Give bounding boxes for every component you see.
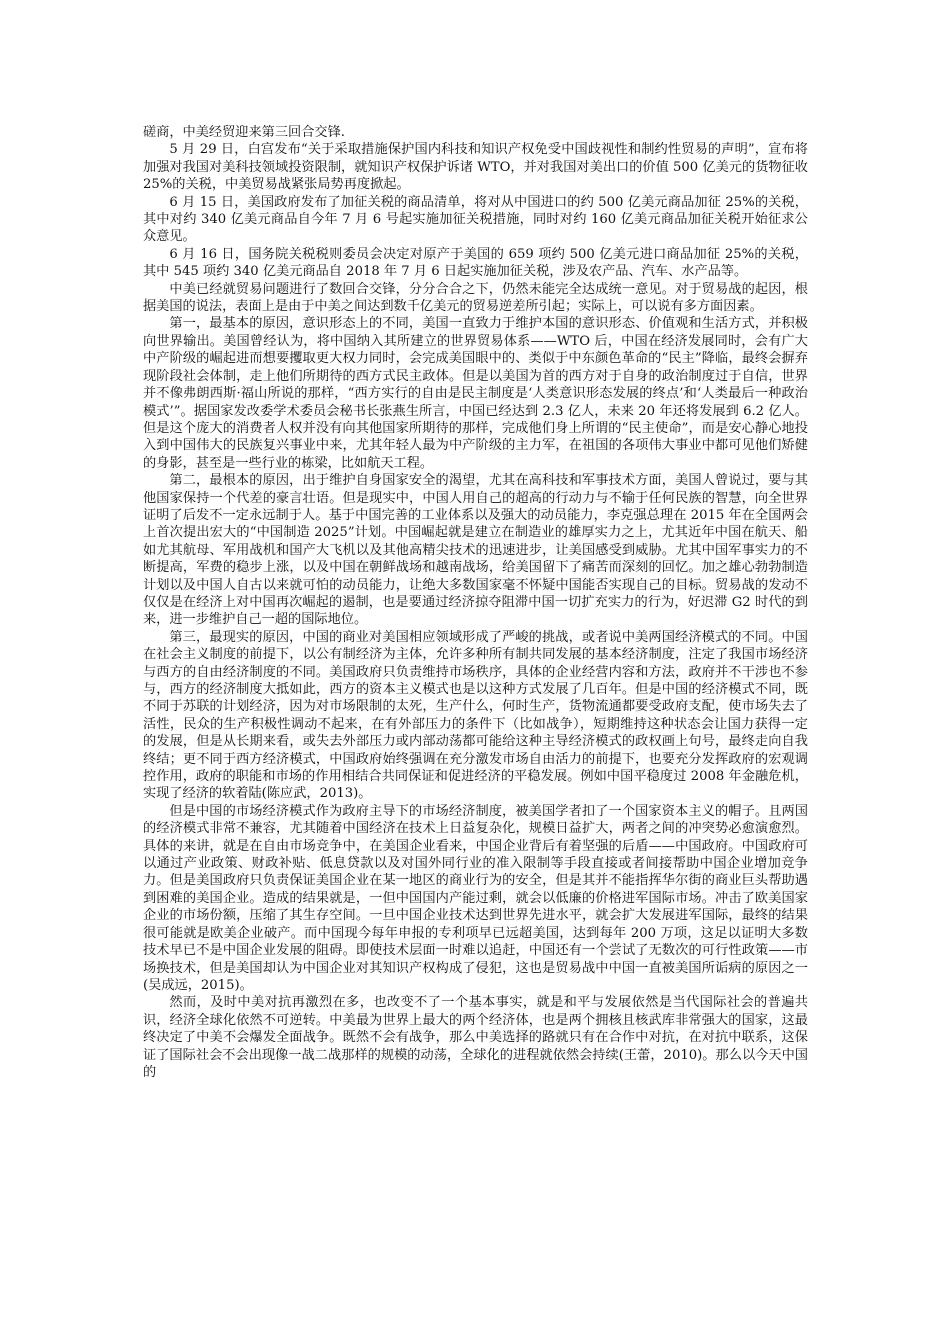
paragraph-june-16: 6 月 16 日，国务院关税税则委员会决定对原产于美国的 659 项约 500 亿美元进口商品加征 25%的关税，其中 545 项约 340 亿美元商品自 2018 年 7 月 6 日起实施加征关税，涉及农产品、汽车、水产品等。 [143,246,808,280]
paragraph-peace-development: 然而，及时中美对抗再激烈在多，也改变不了一个基本事实，就是和平与发展依然是当代国际社会的普遍共识，经济全球化依然不可逆转。中美最为世界上最大的两个经济体，也是两个拥核且核武库非常强大的国家，这最终决定了中美不会爆发全面战争。既然不会有战争，那么中美选择的路就只有在合作中对抗，在对抗中联系，这保证了国际社会不会出现像一战二战那样的规模的动荡，全球化的进程就依然会持续(王蕾，2010)。那么以今天中国的 [143,995,808,1080]
paragraph-second-reason: 第二，最根本的原因，出于维护自身国家安全的渴望，尤其在高科技和军事技术方面，美国人曾说过，要与其他国家保持一个代差的豪言壮语。但是现实中，中国人用自己的超高的行动力与不输于任何民族的智慧，向全世界证明了后发不一定永远制于人。基于中国完善的工业体系以及强大的动员能力，李克强总理在 2015 年在全国两会上首次提出宏大的“中国制造 2025”计划。中国崛起就是建立在制造业的雄厚实力之上，尤其近年中国在航天、船如尤其航母、军用战机和国产大飞机以及其他高精尖技术的迅速进步，让美国感受到威胁。尤其中国军事实力的不断提高，军费的稳步上涨，以及中国在朝鲜战场和越南战场，给美国留下了痛苦而深刻的回忆。加之雄心勃勃制造计划以及中国人自古以来就可怕的动员能力，让绝大多数国家毫不怀疑中国能否实现自己的目标。贸易战的发动不仅仅是在经济上对中国再次崛起的遏制，也是要通过经济掠夺阻滞中国一切扩充实力的行为，好迟滞 G2 时代的到来，进一步维护自己一超的国际地位。 [143,473,808,628]
paragraph-may-29: 5 月 29 日，白宫发布“关于采取措施保护国内科技和知识产权免受中国歧视性和制约性贸易的声明”，宣布将加强对我国对美科技领域投资限制，就知识产权保护诉诸 WTO，并对我国对美出口的价值 500 亿美元的货物征收 25%的关税，中美贸易战紧张局势再度掀起。 [143,142,808,193]
paragraph-third-reason: 第三，最现实的原因，中国的商业对美国相应领域形成了严峻的挑战，或者说中美两国经济模式的不同。中国在社会主义制度的前提下，以公有制经济为主体，允许多种所有制共同发展的基本经济制度，注定了我国市场经济与西方的自由经济制度的不同。美国政府只负责维持市场秩序，具体的企业经营内容和方法，政府并不干涉也不参与，西方的经济制度大抵如此，西方的资本主义模式也是以这种方式发展了几百年。但是中国的经济模式不同，既不同于苏联的计划经济，因为对市场限制的太死，生产什么，何时生产，货物流通都要受政府支配，使市场失去了活性，民众的生产积极性调动不起来，在有外部压力的条件下（比如战争），短期维持这种状态会让国力获得一定的发展，但是从长期来看，或失去外部压力或内部动荡都可能给这种主导经济模式的政权画上句号，最终走向自我终结；更不同于西方经济模式，中国政府始终强调在充分激发市场自由活力的前提下，也要充分发挥政府的宏观调控作用，政府的职能和市场的作用相结合共同保证和促进经济的平稳发展。例如中国平稳度过 2008 年金融危机，实现了经济的软着陆(陈应武，2013)。 [143,629,808,802]
paragraph-state-capitalism: 但是中国的市场经济模式作为政府主导下的市场经济制度，被美国学者扣了一个国家资本主义的帽子。且两国的经济模式非常不兼容，尤其随着中国经济在技术上日益复杂化，规模日益扩大，两者之间的冲突势必愈演愈烈。具体的来讲，就是在自由市场竞争中，在美国企业看来，中国企业背后有着坚强的后盾——中国政府。中国政府可以通过产业政策、财政补贴、低息贷款以及对国外同行业的准入限制等手段直接或者间接帮助中国企业增加竞争力。但是美国政府只负责保证美国企业在某一地区的商业行为的安全，但是其并不能指挥华尔街的商业巨头帮助遇到困难的美国企业。造成的结果就是，一但中国国内产能过剩，就会以低廉的价格进军国际市场。冲击了欧美国家企业的市场份额，压缩了其生存空间。一旦中国企业技术达到世界先进水平，就会扩大发展进军国际，最终的结果很可能就是欧美企业破产。而中国现今每年申报的专利项早已远超美国，达到每年 200 万项，这足以证明大多数技术早已不是中国企业发展的阻碍。即使技术层面一时难以追赶，中国还有一个尝试了无数次的可行性政策——市场换技术，但是美国却认为中国企业对其知识产权构成了侵犯，这也是贸易战中中国一直被美国所诟病的原因之一(吴成远，2015)。 [143,803,808,993]
paragraph-first-reason: 第一，最基本的原因，意识形态上的不同，美国一直致力于维护本国的意识形态、价值观和生活方式，并积极向世界输出。美国曾经认为，将中国纳入其所建立的世界贸易体系——WTO 后，中国在经济发展同时，会有广大中产阶级的崛起进而想要攫取更大权力同时，会完成美国眼中的、类似于中东颜色革命的“民主”降临，最终会摒弃现阶段社会体制，走上他们所期待的西方式民主政体。但是以美国为首的西方对于自身的政治制度过于自信，世界并不像弗朗西斯·福山所说的那样，“西方实行的自由是民主制度是‘人类意识形态发展的终点’和‘人类最后一种政治模式’”。据国家发改委学术委员会秘书长张燕生所言，中国已经达到 2.3 亿人，未来 20 年还将发展到 6.2 亿人。但是这个庞大的消费者人权并没有向其他国家所期待的那样，完成他们身上所谓的“民主使命”，而是安心静心地投入到中国伟大的民族复兴事业中来，尤其年轻人最为中产阶级的主力军，在祖国的各项伟大事业中都可见他们矫健的身影，甚至是一些行业的栋梁，比如航天工程。 [143,316,808,471]
paragraph-continuation: 磋商，中美经贸迎来第三回合交锋. [143,125,346,140]
document-body [143,124,808,1081]
paragraph-causes-intro: 中美已经就贸易问题进行了数回合交锋，分分合合之下，仍然未能完全达成统一意见。对于贸易战的起因，根据美国的说法，表面上是由于中美之间达到数千亿美元的贸易逆差所引起；实际上，可以说有多方面因素。 [143,281,808,315]
paragraph-june-15: 6 月 15 日，美国政府发布了加征关税的商品清单，将对从中国进口的约 500 亿美元商品加征 25%的关税，其中对约 340 亿美元商品自今年 7 月 6 号起实施加征关税措施，同时对约 160 亿美元商品加征关税开始征求公众意见。 [143,194,808,245]
